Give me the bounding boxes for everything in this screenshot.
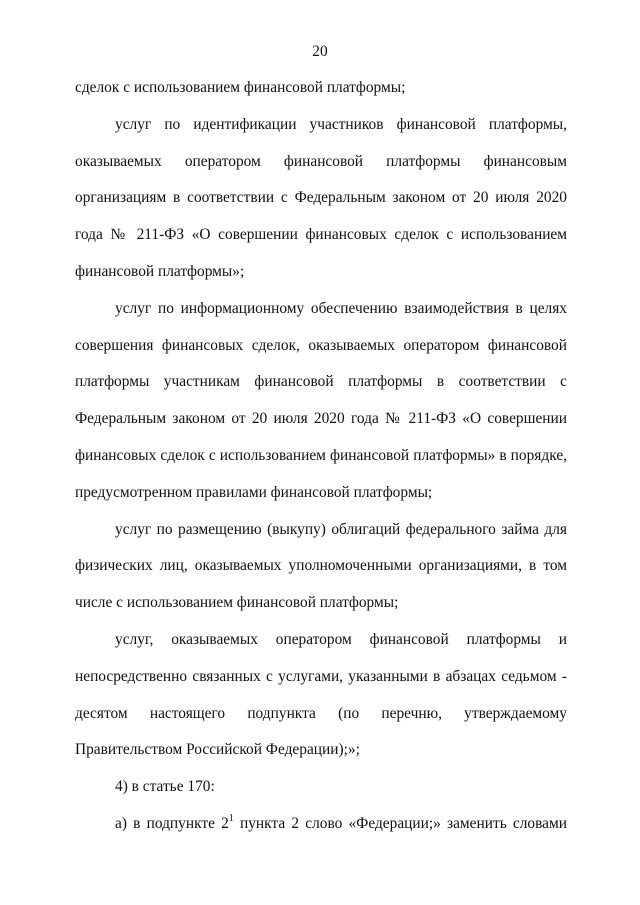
paragraph-line: организациям в соответствии с Федеральным законом от 20 июля 2020 xyxy=(75,189,567,207)
paragraph-line: совершения финансовых сделок, оказываемых оператором финансовой xyxy=(75,336,567,354)
superscript-index: 1 xyxy=(228,812,234,824)
paragraph-line: услуг по размещению (выкупу) облигаций федерального займа для xyxy=(115,520,567,538)
paragraph-line: услуг по идентификации участников финансовой платформы, xyxy=(115,115,567,133)
paragraph-line: 4) в статье 170: xyxy=(115,778,215,796)
paragraph-line: физических лиц, оказываемых уполномоченными организациями, в том xyxy=(75,557,567,575)
paragraph-line: непосредственно связанных с услугами, указанными в абзацах седьмом - xyxy=(75,667,567,685)
final-line-text-start: а) в подпункте 2 xyxy=(115,814,229,832)
document-body xyxy=(75,78,567,851)
page-number: 20 xyxy=(312,43,328,60)
paragraph-line: года № 211-ФЗ «О совершении финансовых сделок с использованием xyxy=(75,226,567,244)
paragraph-line: услуг, оказываемых оператором финансовой платформы и xyxy=(115,630,567,648)
paragraph-line: Правительством Российской Федерации);»; xyxy=(75,741,360,759)
final-line-text-end: пункта 2 слово «Федерации;» заменить словами xyxy=(233,814,567,832)
paragraph-line: сделок с использованием финансовой платформы; xyxy=(75,79,406,96)
paragraph-line: Федеральным законом от 20 июля 2020 года № 211-ФЗ «О совершении xyxy=(75,410,567,428)
paragraph-line: платформы участникам финансовой платформы в соответствии с xyxy=(75,373,567,391)
paragraph-line: услуг по информационному обеспечению взаимодействия в целях xyxy=(115,299,567,317)
paragraph-line: финансовых сделок с использованием финансовой платформы» в порядке, xyxy=(75,446,567,464)
paragraph-line: оказываемых оператором финансовой платформы финансовым xyxy=(75,152,567,170)
paragraph-line: финансовой платформы»; xyxy=(75,262,245,280)
paragraph-line-final xyxy=(75,814,567,851)
paragraph-line: предусмотренном правилами финансовой платформы; xyxy=(75,483,433,501)
paragraph-line: числе с использованием финансовой платформы; xyxy=(75,594,399,612)
paragraph-line: десятом настоящего подпункта (по перечню, утверждаемому xyxy=(75,704,567,722)
